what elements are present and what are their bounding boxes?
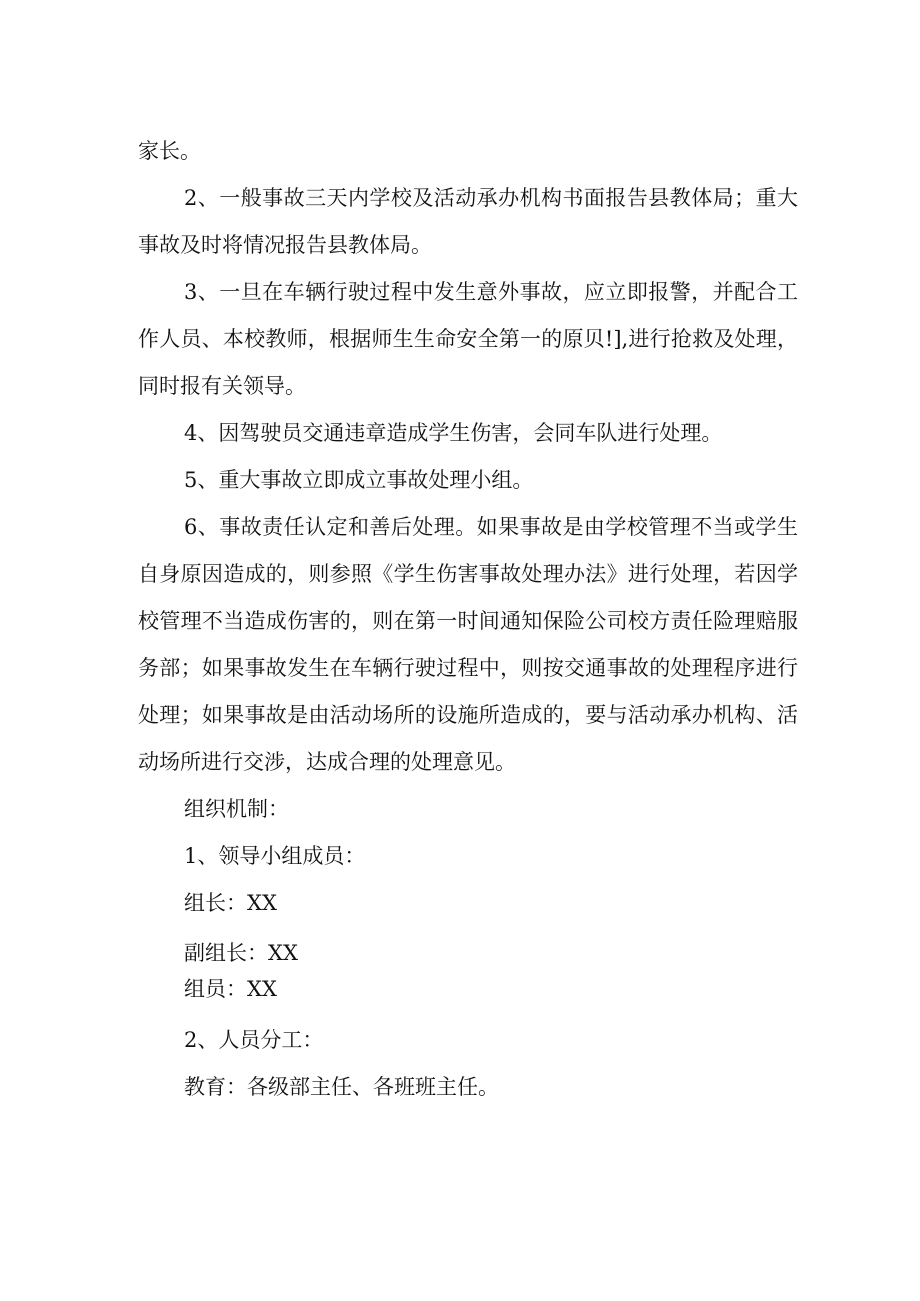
paragraph-item-3: 3、一旦在车辆行驶过程中发生意外事故，应立即报警，并配合工作人员、本校教师，根据师生生命安全第一的原贝!],进行抢救及处理，同时报有关领导。: [138, 280, 798, 398]
leader-line: 组长：XX: [184, 891, 277, 915]
organization-heading: 组织机制：: [184, 797, 289, 821]
paragraph-item-2: 2、一般事故三天内学校及活动承办机构书面报告县教体局；重大事故及时将情况报告县教体局。: [138, 186, 798, 257]
leadership-title: 1、领导小组成员：: [184, 844, 366, 868]
paragraph-item-4: 4、因驾驶员交通违章造成学生伤害，会同车队进行处理。: [184, 421, 723, 445]
deputy-leader-line: 副组长：XX: [184, 941, 298, 965]
paragraph-item-6: 6、事故责任认定和善后处理。如果事故是由学校管理不当或学生自身原因造成的，则参照《学生伤害事故处理办法》进行处理，若因学校管理不当造成伤害的，则在第一时间通知保险公司校方责任险理赔服务部；如果事故发生在车辆行驶过程中，则按交通事故的处理程序进行处理；如果事故是由活动场所的设施所造成的，要与活动承办机构、活动场所进行交涉，达成合理的处理意见。: [138, 515, 798, 774]
division-title: 2、人员分工：: [184, 1028, 324, 1052]
education-line: 教育：各级部主任、各班班主任。: [184, 1075, 499, 1099]
paragraph-continuation: 家长。: [138, 139, 201, 163]
members-line: 组员：XX: [184, 977, 277, 1001]
document-page: [138, 128, 798, 1111]
paragraph-item-5: 5、重大事故立即成立事故处理小组。: [184, 468, 534, 492]
